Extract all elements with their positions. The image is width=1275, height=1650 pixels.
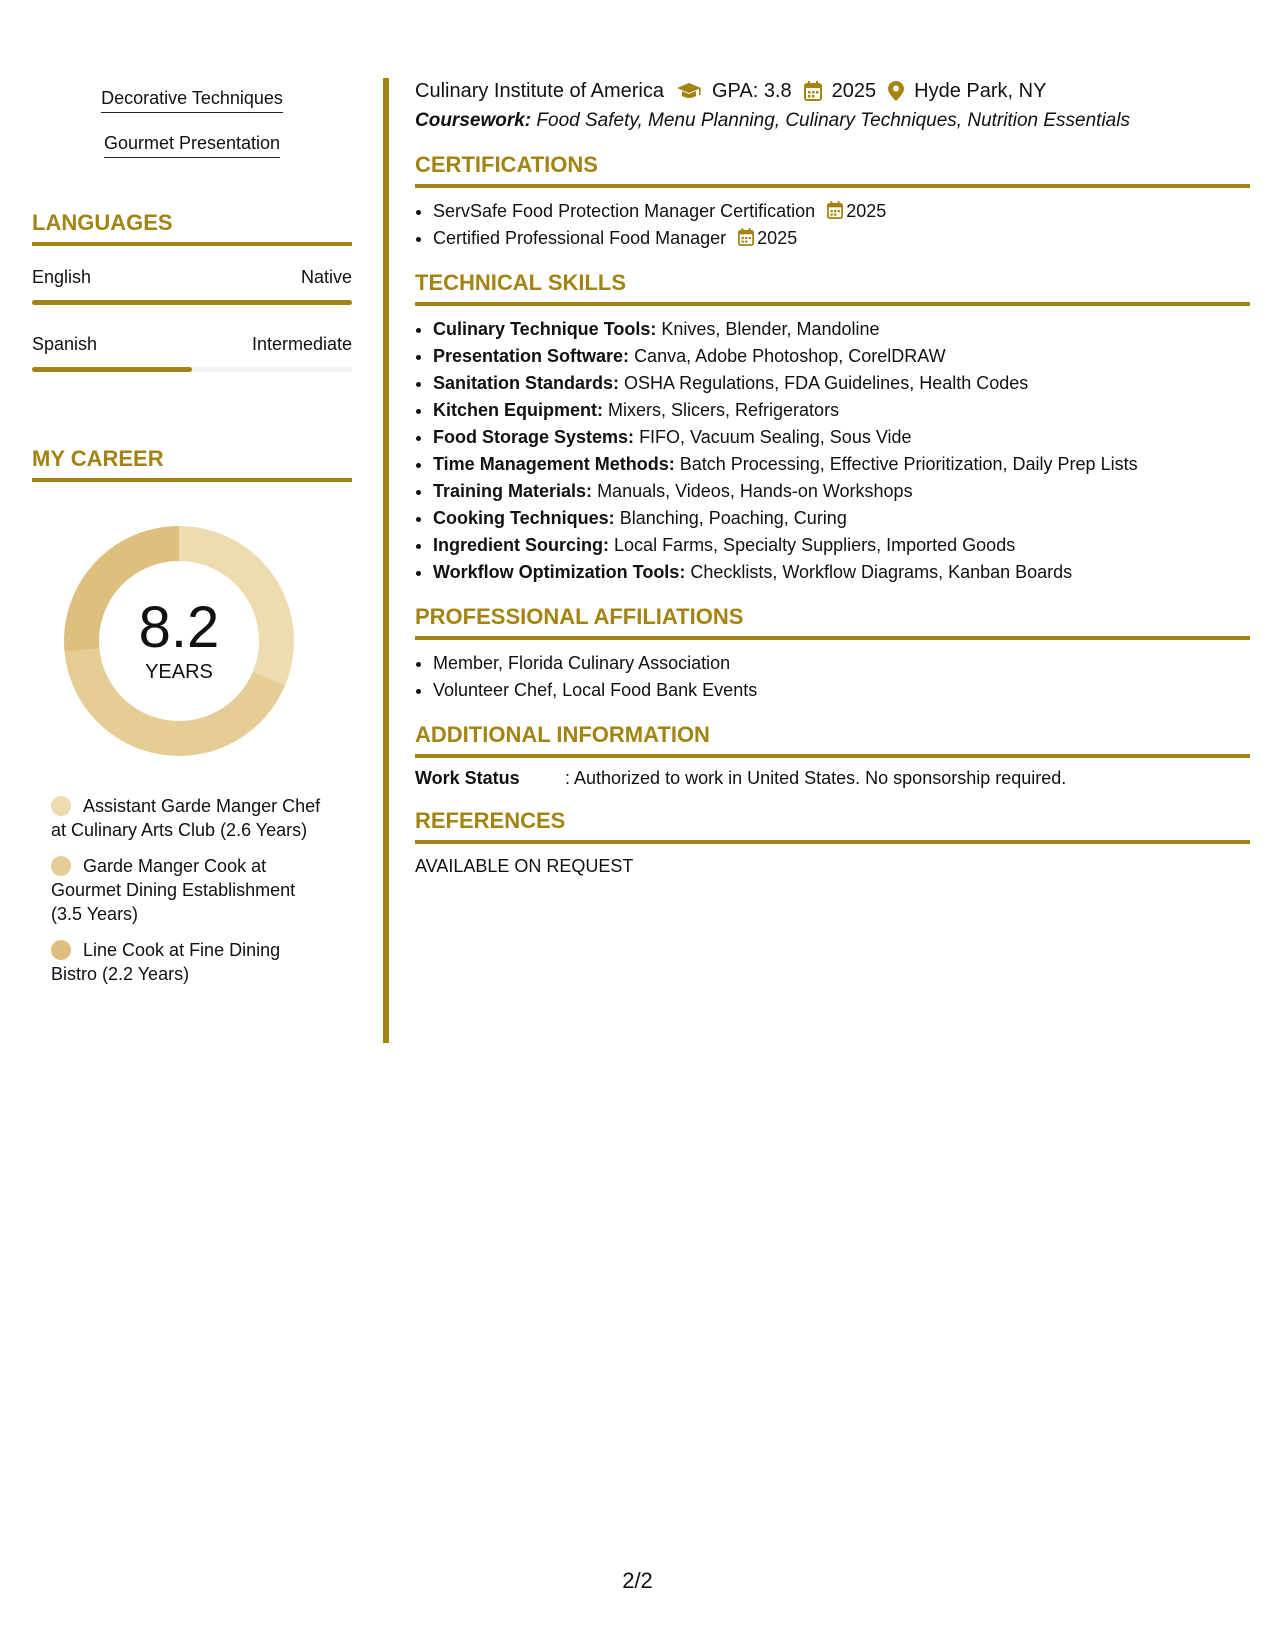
career-legend-item <box>51 854 321 926</box>
page-number: 2/2 <box>622 1568 653 1593</box>
skill-label: Culinary Technique Tools: <box>433 319 657 339</box>
affiliation-item: • Volunteer Chef, Local Food Bank Events <box>433 677 1250 704</box>
affiliation-item: • Member, Florida Culinary Association <box>433 650 1250 677</box>
work-status-label: Work Status <box>415 768 520 788</box>
technical-skills-section <box>415 270 1250 586</box>
coursework-label: Coursework: <box>415 110 532 131</box>
section-rule <box>415 302 1250 306</box>
skill-item <box>433 316 1250 343</box>
certification-name: ServSafe Food Protection Manager Certification <box>433 201 816 221</box>
career-item-label: Garde Manger Cook at Gourmet Dining Establishment (3.5 Years) <box>51 856 296 924</box>
skill-value: Canva, Adobe Photoshop, CorelDRAW <box>634 346 946 366</box>
skill-value: Mixers, Slicers, Refrigerators <box>608 400 840 420</box>
additional-info-section <box>415 722 1250 790</box>
career-donut <box>64 526 294 756</box>
calendar-icon <box>827 201 843 219</box>
section-rule <box>32 478 352 482</box>
career-item-label: Assistant Garde Manger Chef at Culinary Arts Club (2.6 Years) <box>51 796 321 840</box>
work-status-value: : Authorized to work in United States. No sponsorship required. <box>565 768 1067 788</box>
references-heading: REFERENCES <box>415 808 566 833</box>
skill-value: OSHA Regulations, FDA Guidelines, Health Codes <box>624 373 1029 393</box>
location-pin-icon <box>888 81 904 101</box>
career-unit: YEARS <box>145 661 213 683</box>
skill-value: Batch Processing, Effective Prioritization, Daily Prep Lists <box>679 454 1138 474</box>
legend-dot-icon <box>51 796 71 816</box>
skill-item <box>433 559 1250 586</box>
language-bar <box>32 300 352 305</box>
legend-dot-icon <box>51 856 71 876</box>
skill-value: FIFO, Vacuum Sealing, Sous Vide <box>639 427 912 447</box>
education-year: 2025 <box>831 80 877 102</box>
skill-item <box>433 478 1250 505</box>
languages-heading: LANGUAGES <box>32 210 173 235</box>
skill-value: Checklists, Workflow Diagrams, Kanban Boards <box>690 562 1073 582</box>
column-divider <box>383 78 389 1043</box>
calendar-icon <box>804 81 822 101</box>
graduation-cap-icon <box>676 82 702 100</box>
skill-item <box>433 451 1250 478</box>
coursework <box>415 108 1250 134</box>
skill-tag: Gourmet Presentation <box>104 133 280 158</box>
education-line <box>415 78 1250 104</box>
language-bar-fill <box>32 300 352 305</box>
skill-label: Training Materials: <box>433 481 593 501</box>
skill-label: Cooking Techniques: <box>433 508 615 528</box>
skill-value: Blanching, Poaching, Curing <box>619 508 847 528</box>
language-item <box>32 266 352 305</box>
career-legend <box>51 794 321 986</box>
language-bar-fill <box>32 367 192 372</box>
technical-skills-heading: TECHNICAL SKILLS <box>415 270 627 295</box>
career-legend-item <box>51 938 321 986</box>
skill-value: Manuals, Videos, Hands-on Workshops <box>597 481 913 501</box>
skill-item <box>433 424 1250 451</box>
language-name: English <box>32 267 92 287</box>
references-section <box>415 808 1250 878</box>
certification-item <box>433 225 1250 252</box>
skill-label: Kitchen Equipment: <box>433 400 603 420</box>
education-location: Hyde Park, NY <box>914 80 1047 102</box>
coursework-list: Food Safety, Menu Planning, Culinary Techniques, Nutrition Essentials <box>536 110 1130 131</box>
affiliations-heading: PROFESSIONAL AFFILIATIONS <box>415 604 744 629</box>
language-level: Native <box>300 267 352 287</box>
skill-label: Time Management Methods: <box>433 454 675 474</box>
left-column <box>32 78 352 998</box>
skill-tags <box>32 88 352 158</box>
languages-section <box>32 210 352 372</box>
section-rule <box>415 754 1250 758</box>
skill-item <box>433 397 1250 424</box>
references-text: AVAILABLE ON REQUEST <box>415 856 634 876</box>
certification-item <box>433 198 1250 225</box>
certification-name: Certified Professional Food Manager <box>433 228 727 248</box>
career-item-label: Line Cook at Fine Dining Bistro (2.2 Years) <box>51 940 281 984</box>
skill-value: Local Farms, Specialty Suppliers, Imported Goods <box>614 535 1016 555</box>
career-legend-item <box>51 794 321 842</box>
skill-value: Knives, Blender, Mandoline <box>661 319 880 339</box>
education-school: Culinary Institute of America <box>415 80 664 102</box>
skill-tag: Decorative Techniques <box>101 88 283 113</box>
section-rule <box>32 242 352 246</box>
certifications-section <box>415 152 1250 252</box>
certification-year: 2025 <box>757 228 798 248</box>
right-column <box>415 78 1250 878</box>
affiliations-section <box>415 604 1250 704</box>
language-level: Intermediate <box>251 334 352 354</box>
certification-year: 2025 <box>846 201 887 221</box>
skill-label: Food Storage Systems: <box>433 427 635 447</box>
career-heading: MY CAREER <box>32 446 164 471</box>
skill-label: Sanitation Standards: <box>433 373 620 393</box>
skill-item <box>433 370 1250 397</box>
skill-label: Ingredient Sourcing: <box>433 535 610 555</box>
education-gpa: GPA: 3.8 <box>712 80 792 102</box>
calendar-icon <box>738 228 754 246</box>
skill-item <box>433 343 1250 370</box>
skill-item <box>433 505 1250 532</box>
language-item <box>32 333 352 372</box>
section-rule <box>415 636 1250 640</box>
language-name: Spanish <box>32 334 98 354</box>
section-rule <box>415 840 1250 844</box>
skill-label: Workflow Optimization Tools: <box>433 562 686 582</box>
career-section <box>32 446 352 986</box>
skill-label: Presentation Software: <box>433 346 630 366</box>
additional-info-heading: ADDITIONAL INFORMATION <box>415 722 710 747</box>
certifications-heading: CERTIFICATIONS <box>415 152 598 177</box>
career-total: 8.2 <box>138 595 220 660</box>
skill-item <box>433 532 1250 559</box>
legend-dot-icon <box>51 940 71 960</box>
language-bar <box>32 367 352 372</box>
section-rule <box>415 184 1250 188</box>
